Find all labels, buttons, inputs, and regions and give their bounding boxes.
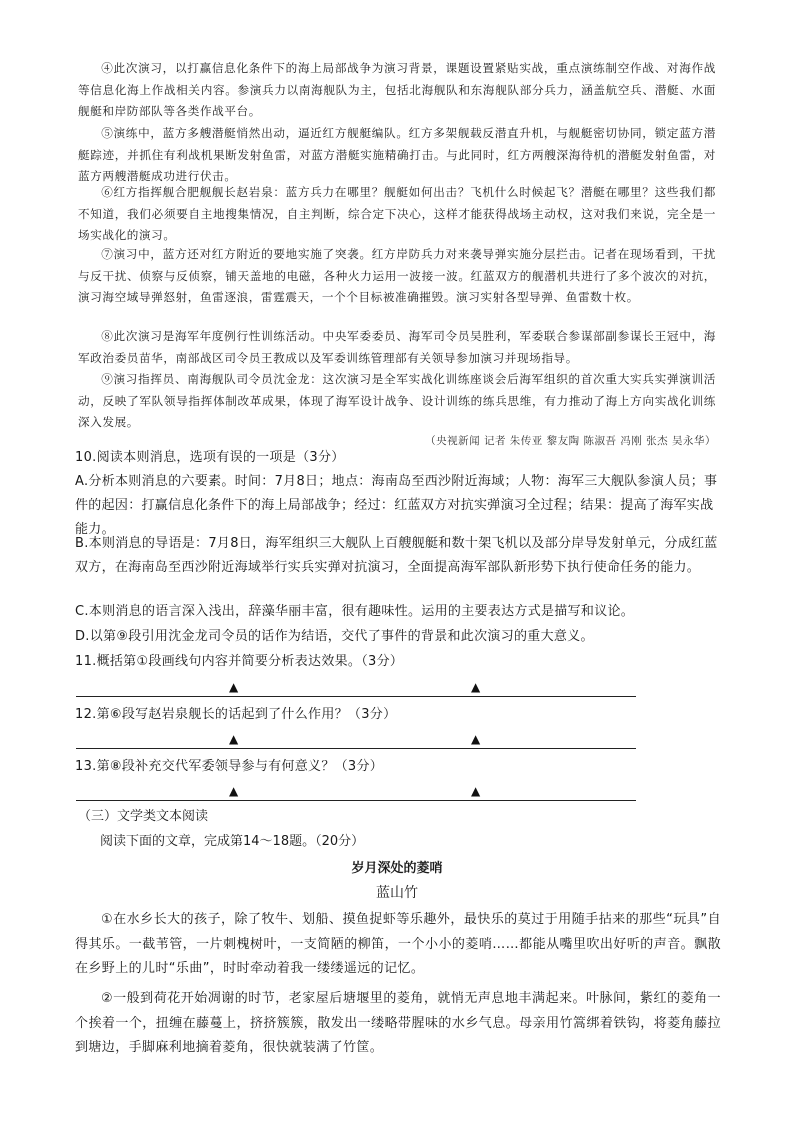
question-10-option-a: A.分析本则消息的六要素。时间：7月8日；地点：海南岛至西沙附近海域；人物：海军三大舰队参演人员；事件的起因：打赢信息化条件下的海上局部战争；经过：红蓝双方对抗实弹演习全过程；结果：提高了海军实战能力。: [75, 474, 718, 537]
answer-line-12[interactable]: [76, 730, 636, 749]
question-10-option-d: D.以第⑨段引用沈金龙司令员的话作为结语，交代了事件的背景和此次演习的重大意义。: [75, 629, 594, 644]
news-paragraph-5: ⑤演练中，蓝方多艘潜艇悄然出动，逼近红方舰艇编队。红方多架舰载反潜直升机，与舰艇密切协同，锁定蓝方潜艇踪迹，并抓住有利战机果断发射鱼雷，对蓝方潜艇实施精确打击。与此同时，红方两艘深海待机的潜艇发射鱼雷，对蓝方两艘潜艇成功进行伏击。: [78, 126, 716, 183]
article-author: 蓝山竹: [376, 885, 418, 901]
article-title: 岁月深处的菱哨: [351, 861, 443, 876]
news-paragraph-7: ⑦演习中，蓝方还对红方附近的要地实施了突袭。红方岸防兵力对来袭导弹实施分层拦击。记者在现场看到，干扰与反干扰、侦察与反侦察，铺天盖地的电磁，各种火力运用一波接一波。红蓝双方的舰潜机共进行了多个波次的对抗，演习海空域导弹怒射，鱼雷逐浪，雷霆震天，一个个目标被准确摧毁。演习实射各型导弹、鱼雷数十枚。: [78, 247, 716, 304]
news-paragraph-9: ⑨演习指挥员、南海舰队司令员沈金龙：这次演习是全军实战化训练座谈会后海军组织的首次重大实兵实弹演训活动，反映了军队领导指挥体制改革成果，体现了海军设计战争、设计训练的练兵思维，有力推动了海上方向实战化训练深入发展。: [78, 372, 716, 429]
news-paragraph-6: ⑥红方指挥舰合肥舰舰长赵岩泉：蓝方兵力在哪里？舰艇如何出击？飞机什么时候起飞？潜艇在哪里？这些我们都不知道，我们必须要自主地搜集情况，自主判断，综合定下决心，这样才能获得战场主动权，这对我们来说，完全是一场实战化的演习。: [78, 185, 716, 242]
reading-instruction: 阅读下面的文章，完成第14～18题。（20分）: [100, 834, 365, 849]
answer-line-11[interactable]: [76, 678, 636, 697]
story-paragraph-1: ①在水乡长大的孩子，除了牧牛、划船、摸鱼捉虾等乐趣外，最快乐的莫过于用随手拈来的那些“玩具”自得其乐。一截苇管，一片刺槐树叶，一支简陋的柳笛，一个小小的菱哨……都能从嘴里吹出好听的声音。飘散在乡野上的儿时“乐曲”，时时牵动着我一缕缕遥远的记忆。: [75, 912, 721, 976]
section-heading: （三）文学类文本阅读: [78, 809, 209, 824]
question-10-option-b: B.本则消息的导语是：7月8日，海军组织三大舰队上百艘舰艇和数十架飞机以及部分岸导发射单元，分成红蓝双方，在海南岛至西沙附近海域举行实兵实弹对抗演习，全面提高海军部队新形势下执行使命任务的能力。: [75, 536, 718, 575]
question-10-option-c: C.本则消息的语言深入浅出，辞藻华丽丰富，很有趣味性。运用的主要表达方式是描写和议论。: [75, 604, 635, 619]
question-10: 10.阅读本则消息，选项有误的一项是（3分）: [75, 450, 345, 465]
answer-mark: ▲: [471, 784, 481, 798]
news-source: （央视新闻 记者 朱传亚 黎友陶 陈淑吾 冯刚 张杰 吴永华）: [425, 435, 716, 447]
answer-mark: ▲: [229, 680, 239, 694]
question-13: 13.第⑧段补充交代军委领导参与有何意义？（3分）: [75, 759, 384, 774]
news-paragraph-8: ⑧此次演习是海军年度例行性训练活动。中央军委委员、海军司令员吴胜利，军委联合参谋部副参谋长王冠中，海军政治委员苗华，南部战区司令员王教成以及军委训练管理部有关领导参加演习并现场指导。: [78, 329, 716, 365]
question-12: 12.第⑥段写赵岩泉舰长的话起到了什么作用？（3分）: [75, 707, 397, 722]
story-paragraph-2: ②一般到荷花开始凋谢的时节，老家屋后塘堰里的菱角，就悄无声息地丰满起来。叶脉间，紫红的菱角一个挨着一个，扭缠在藤蔓上，挤挤簇簇，散发出一缕略带腥味的水乡气息。母亲用竹篙绑着铁钩，将菱角藤拉到塘边，手脚麻利地摘着菱角，很快就装满了竹筐。: [75, 991, 721, 1055]
answer-mark: ▲: [229, 732, 239, 746]
news-paragraph-4: ④此次演习，以打赢信息化条件下的海上局部战争为演习背景，课题设置紧贴实战，重点演练制空作战、对海作战等信息化海上作战相关内容。参演兵力以南海舰队为主，包括北海舰队和东海舰队部分兵力，涵盖航空兵、潜艇、水面舰艇和岸防部队等各类作战平台。: [78, 61, 716, 118]
question-11: 11.概括第①段画线句内容并简要分析表达效果。（3分）: [75, 654, 404, 669]
answer-mark: ▲: [471, 732, 481, 746]
answer-line-13[interactable]: [76, 782, 636, 801]
answer-mark: ▲: [471, 680, 481, 694]
answer-mark: ▲: [229, 784, 239, 798]
